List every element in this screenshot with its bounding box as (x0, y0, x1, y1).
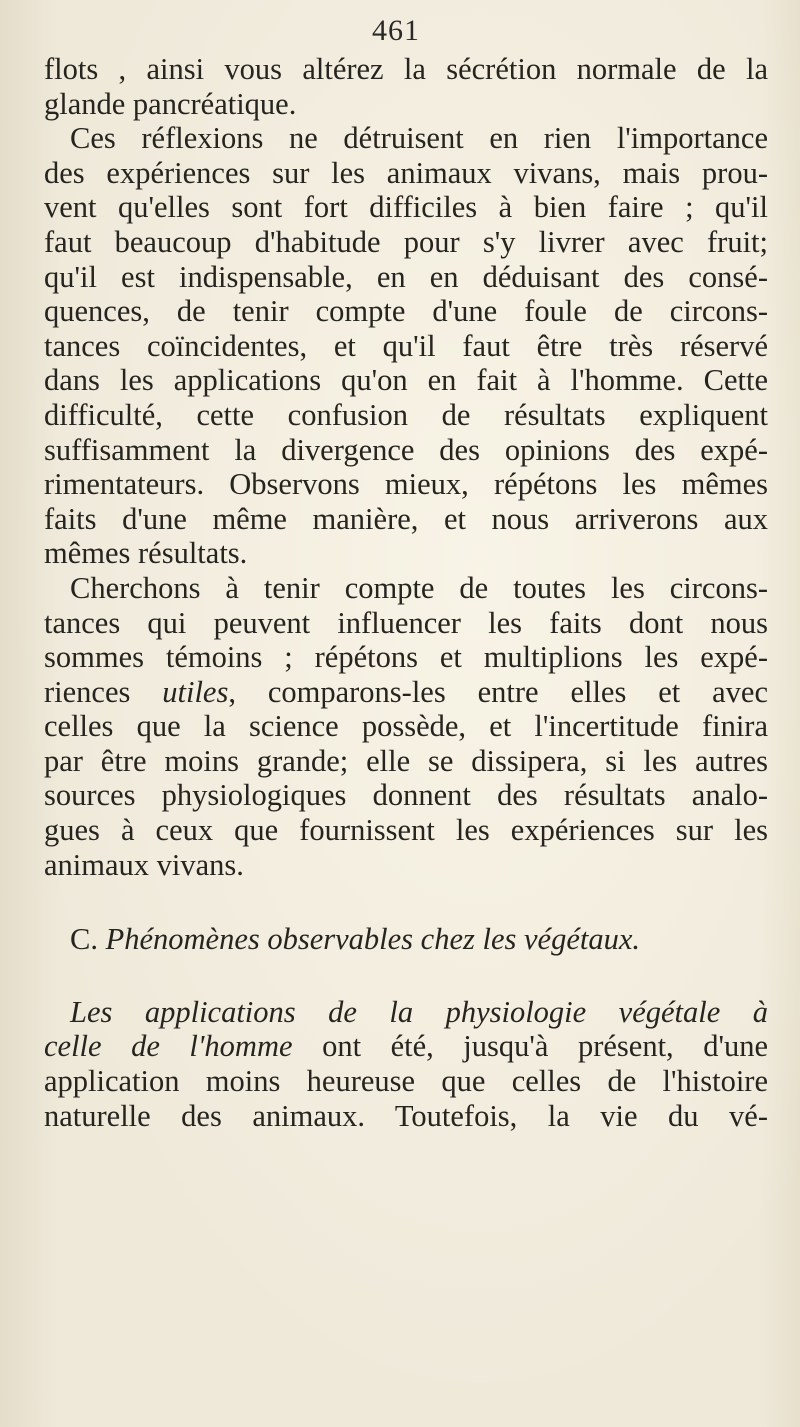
text-line: tances coïncidentes, et qu'il faut être très réservé (44, 328, 768, 363)
text-line: qu'il est indispensable, en en déduisant des consé- (44, 259, 768, 294)
text-line: naturelle des animaux. Toutefois, la vie du vé- (44, 1098, 768, 1133)
text-fragment: ont été, jusqu'à présent, d'une (292, 1029, 768, 1064)
text-line: Ces réflexions ne détruisent en rien l'importance (70, 121, 768, 156)
text-line (44, 995, 768, 1030)
text-line: suffisamment la divergence des opinions des expé- (44, 432, 768, 467)
text-line: tances qui peuvent influencer les faits dont nous (44, 605, 768, 640)
text-line: celles que la science possède, et l'incertitude finira (44, 709, 768, 744)
text-line: rimentateurs. Observons mieux, répétons les mêmes (44, 467, 768, 502)
text-line-with-emphasis (44, 1029, 768, 1064)
emphasized-word: utiles (162, 674, 229, 709)
text-line-with-emphasis (44, 675, 768, 710)
emphasized-phrase: Les applications de la physiologie végétale à (70, 994, 768, 1029)
text-line: dans les applications qu'on en fait à l'homme. Cette (44, 363, 768, 398)
text-line: vent qu'elles sont fort difficiles à bien faire ; qu'il (44, 190, 768, 225)
text-line: quences, de tenir compte d'une foule de circons- (44, 294, 768, 329)
text-line: glande pancréatique. (44, 86, 297, 121)
text-line: sources physiologiques donnent des résultats analo- (44, 778, 768, 813)
text-line: des expériences sur les animaux vivans, mais prou- (44, 155, 768, 190)
page-number: 461 (372, 14, 420, 47)
body-text (44, 52, 768, 1133)
text-line: animaux vivans. (44, 847, 244, 882)
text-line: faits d'une même manière, et nous arriverons aux (44, 501, 768, 536)
section-title: Phénomènes observables chez les végétaux. (105, 922, 640, 957)
text-line: Cherchons à tenir compte de toutes les circons- (70, 570, 768, 605)
text-fragment: , comparons-les entre elles et avec (228, 674, 768, 709)
text-line: difficulté, cette confusion de résultats expliquent (44, 397, 768, 432)
spacer (44, 957, 768, 995)
section-heading (44, 922, 768, 957)
text-fragment: riences (44, 674, 163, 709)
text-line: flots , ainsi vous altérez la sécrétion normale de la (44, 52, 768, 86)
spacer (44, 882, 768, 922)
text-line: par être moins grande; elle se dissipera, si les autres (44, 743, 768, 778)
text-line: faut beaucoup d'habitude pour s'y livrer avec fruit; (44, 224, 768, 259)
section-letter: C. (70, 922, 98, 957)
text-line: gues à ceux que fournissent les expériences sur les (44, 813, 768, 848)
emphasized-phrase: celle de l'homme (44, 1029, 293, 1064)
text-line: sommes témoins ; répétons et multiplions les expé- (44, 640, 768, 675)
text-line: application moins heureuse que celles de l'histoire (44, 1064, 768, 1099)
text-line: mêmes résultats. (44, 536, 248, 571)
